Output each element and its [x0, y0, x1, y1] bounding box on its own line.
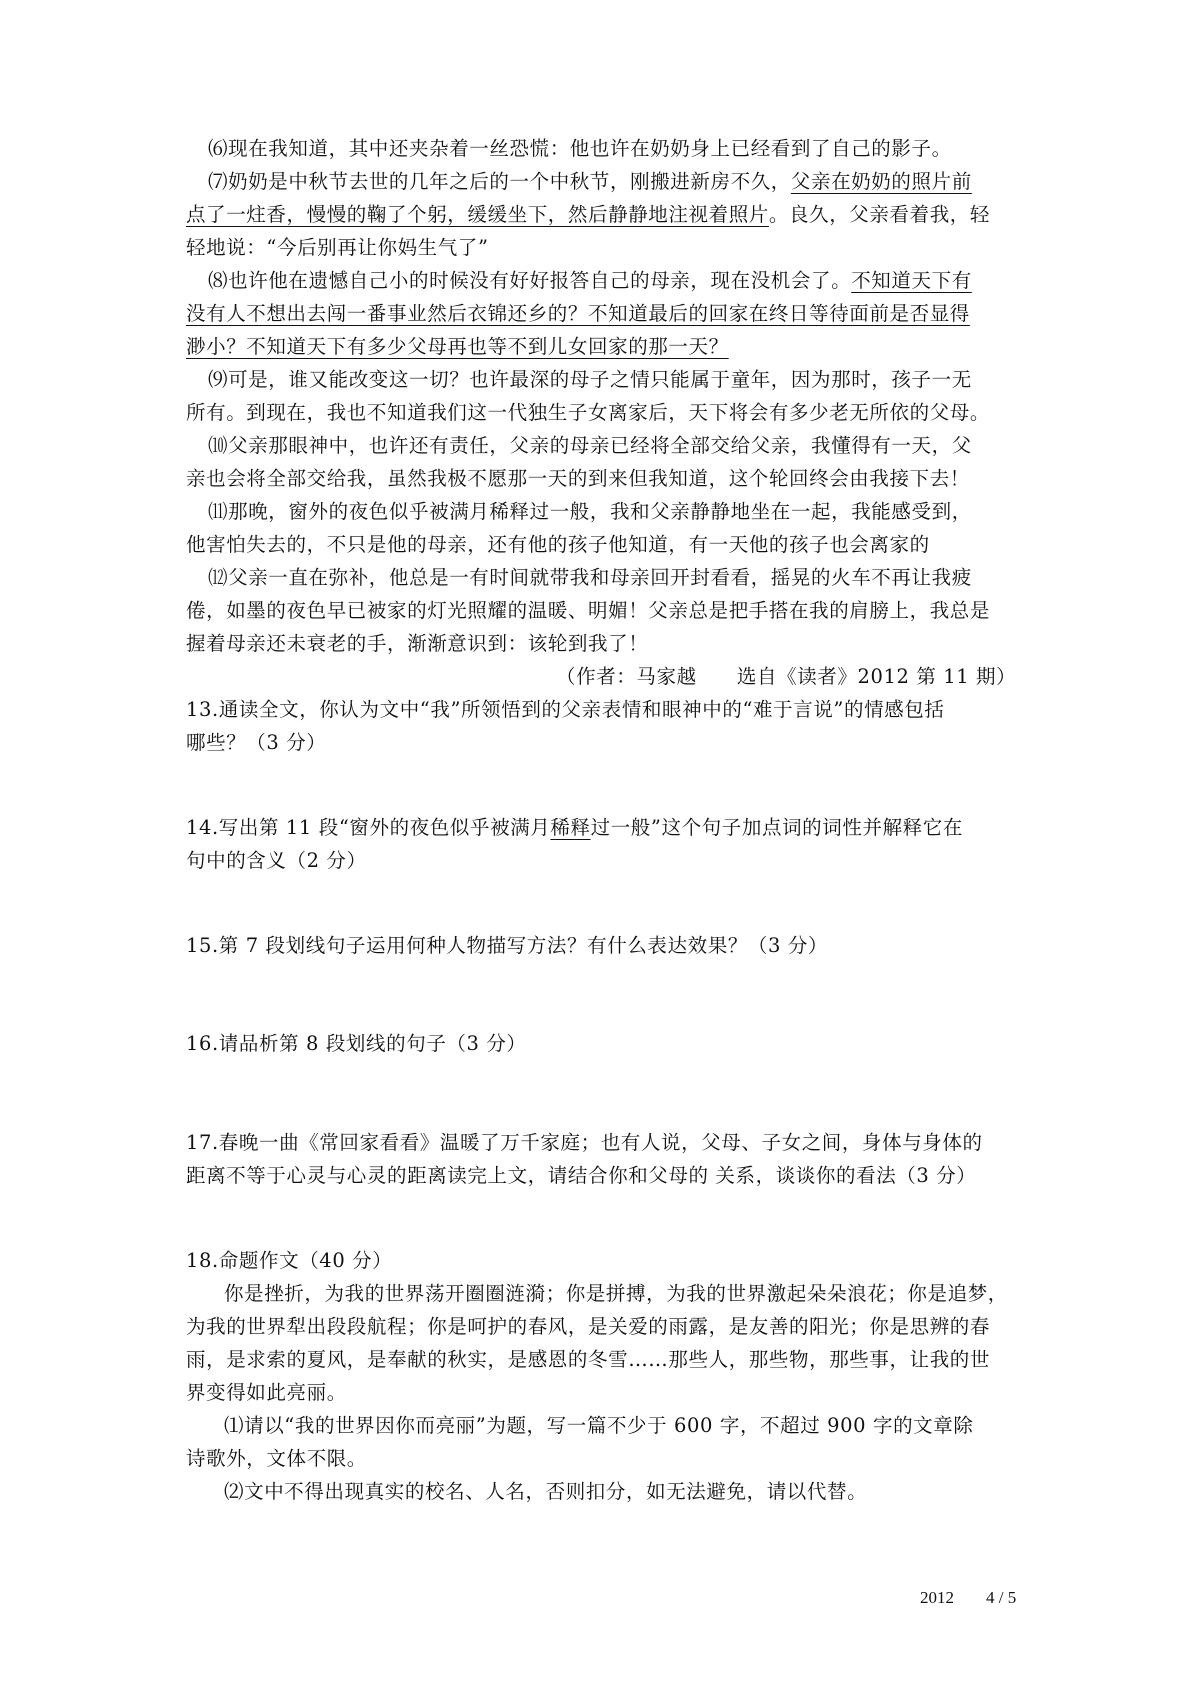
question-14-text: 14.写出第 11 段“窗外的夜色似乎被满月 [186, 816, 551, 839]
paragraph-11-line-1: ⑾那晚，窗外的夜色似乎被满月稀释过一般，我和父亲静静地坐在一起，我能感受到， [208, 500, 972, 523]
essay-prompt-line-1: 你是挫折，为我的世界荡开圈圈涟漪；你是拼搏，为我的世界激起朵朵浪花；你是追梦， [224, 1282, 1008, 1305]
essay-requirement-1-line-2: 诗歌外，文体不限。 [186, 1447, 367, 1470]
paragraph-12-line-1: ⑿父亲一直在弥补，他总是一有时间就带我和母亲回开封看看，摇晃的火车不再让我疲 [208, 566, 972, 589]
paragraph-7-line-3: 轻地说：“今后别再让你妈生气了” [186, 236, 489, 259]
paragraph-7-line-1 [208, 165, 1048, 199]
paragraph-8-underlined-sentence: 不知道天下有 [851, 269, 972, 292]
paragraph-6-line-1: ⑹现在我知道，其中还夹杂着一丝恐慌：他也许在奶奶身上已经看到了自己的影子。 [208, 137, 952, 160]
paragraph-12-line-2: 倦，如墨的夜色早已被家的灯光照耀的温暖、明媚！父亲总是把手搭在我的肩膀上，我总是 [186, 599, 991, 622]
paragraph-8-line-2: 没有人不想出去闯一番事业然后衣锦还乡的？不知道最后的回家在终日等待面前是否显得 [186, 302, 970, 325]
paragraph-9-line-1: ⑼可是，谁又能改变这一切？也许最深的母子之情只能属于童年，因为那时，孩子一无 [208, 368, 972, 391]
question-17-line-1: 17.春晚一曲《常回家看看》温暖了万千家庭；也有人说，父母、子女之间，身体与身体的 [186, 1131, 983, 1154]
footer-year: 2012 [920, 1588, 954, 1607]
essay-prompt-line-3: 雨，是求索的夏风，是奉献的秋实，是感恩的冬雪……那些人，那些物，那些事，让我的世 [186, 1348, 991, 1371]
question-18-title: 18.命题作文（40 分） [186, 1249, 393, 1272]
paragraph-7-line-2 [186, 198, 1026, 232]
question-15: 15.第 7 段划线句子运用何种人物描写方法？有什么表达效果？（3 分） [186, 934, 829, 957]
paragraph-8-text: ⑻也许他在遗憾自己小的时候没有好好报答自己的母亲，现在没机会了。 [208, 269, 852, 292]
question-16: 16.请品析第 8 段划线的句子（3 分） [186, 1032, 527, 1055]
paragraph-9-line-2: 所有。到现在，我也不知道我们这一代独生子女离家后，天下将会有多少老无所依的父母。 [186, 401, 991, 424]
paragraph-7-underlined-sentence: 父亲在奶奶的照片前 [790, 170, 972, 193]
paragraph-8-line-1 [208, 264, 1048, 298]
paragraph-7-text-cont: 。良久，父亲看着我，轻 [768, 203, 991, 226]
question-14-line-1 [186, 811, 1026, 845]
paragraph-7-text: ⑺奶奶是中秋节去世的几年之后的一个中秋节，刚搬进新房不久， [208, 170, 791, 193]
footer-page-number: 4 / 5 [986, 1588, 1017, 1607]
question-14-key-word: 稀释 [550, 816, 591, 839]
question-13-line-1: 13.通读全文，你认为文中“我”所领悟到的父亲表情和眼神中的“难于言说”的情感包括 [186, 698, 945, 721]
source-citation: （作者：马家越 选自《读者》2012 第 11 期） [556, 665, 1017, 688]
question-17-line-2: 距离不等于心灵与心灵的距离读完上文，请结合你和父母的 关系，谈谈你的看法（3 分） [186, 1164, 977, 1187]
paragraph-10-line-1: ⑽父亲那眼神中，也许还有责任，父亲的母亲已经将全部交给父亲，我懂得有一天，父 [208, 434, 972, 457]
paragraph-8-underlined-sentence-end: 渺小？不知道天下有多少父母再也等不到儿女回家的那一天？ [186, 335, 729, 358]
essay-prompt-line-2: 为我的世界犁出段段航程；你是呵护的春风，是关爱的雨露，是友善的阳光；你是思辨的春 [186, 1315, 991, 1338]
paragraph-11-line-2: 他害怕失去的，不只是他的母亲，还有他的孩子他知道，有一天他的孩子也会离家的 [186, 533, 930, 556]
essay-requirement-2: ⑵文中不得出现真实的校名、人名，否则扣分，如无法避免，请以代替。 [224, 1480, 868, 1503]
question-14-text-cont: 过一般”这个句子加点词的词性并解释它在 [590, 816, 963, 839]
essay-requirement-1-line-1: ⑴请以“我的世界因你而亮丽”为题，写一篇不少于 600 字，不超过 900 字的文章除 [224, 1414, 974, 1437]
paragraph-10-line-2: 亲也会将全部交给我，虽然我极不愿那一天的到来但我知道，这个轮回终会由我接下去！ [186, 467, 970, 490]
paragraph-12-line-3: 握着母亲还未衰老的手，渐渐意识到：该轮到我了！ [186, 632, 649, 655]
essay-prompt-line-4: 界变得如此亮丽。 [186, 1381, 347, 1404]
paragraph-8-line-3 [186, 330, 1026, 364]
paragraph-7-underlined-sentence-cont: 点了一炷香，慢慢的鞠了个躬，缓缓坐下，然后静静地注视着照片 [186, 203, 769, 226]
question-13-line-2: 哪些？（3 分） [186, 731, 327, 754]
question-14-line-2: 句中的含义（2 分） [186, 849, 367, 872]
